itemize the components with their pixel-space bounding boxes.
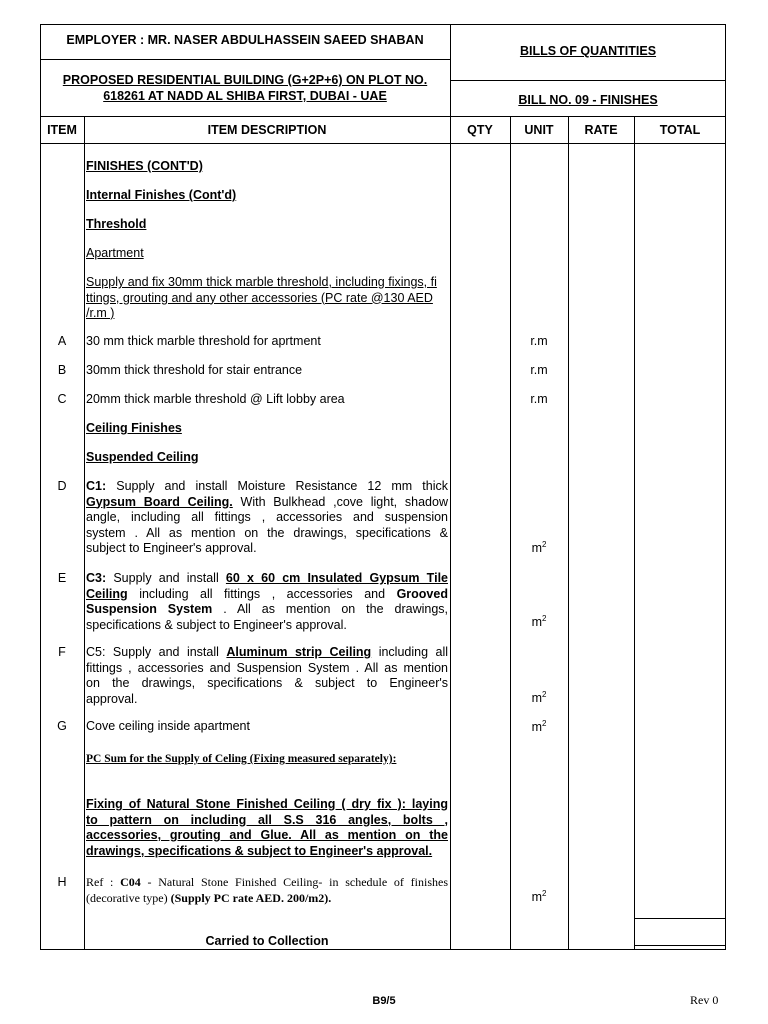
col-divider-desc (450, 116, 451, 949)
fixing-paragraph (86, 797, 448, 859)
item-unit-c: r.m (530, 392, 548, 406)
item-e-text-2: including all fittings , accessories and (139, 586, 386, 601)
item-h-line-2 (86, 891, 448, 907)
col-divider-qty (510, 116, 511, 949)
item-desc-d (86, 479, 448, 557)
item-unit-a: r.m (530, 334, 548, 348)
col-header-rate: RATE (584, 123, 618, 137)
item-e-product: 60 x 60 cm Insulated Gypsum Tile (225, 571, 448, 585)
project-line-1: PROPOSED RESIDENTIAL BUILDING (G+2P+6) ON PLOT NO. (62, 73, 428, 87)
item-label-h: H (57, 875, 67, 889)
threshold-intro-line-1: Supply and fix 30mm thick marble threshold, including fixings, fi (86, 275, 437, 289)
item-e-text-1: Supply and install (113, 571, 219, 585)
item-h-text-2: (decorative type) (86, 890, 168, 905)
item-unit-g (512, 719, 566, 734)
item-unit-g-sup: 2 (541, 719, 547, 728)
item-desc-e (86, 571, 448, 633)
item-d-line-3: angle, including all fittings , accessories and suspension (86, 510, 448, 524)
col-header-item: ITEM (47, 123, 77, 137)
item-d-text-2: With Bulkhead ,cove light, shadow (240, 494, 448, 509)
item-d-code: C1: (86, 479, 107, 493)
header-rule-bottom (40, 116, 726, 117)
item-h-text-1: - Natural Stone Finished Ceiling- in schedule of finishes (147, 875, 448, 889)
item-e-line-4: specifications & subject to Engineer's approval. (86, 617, 347, 632)
carried-to-collection: Carried to Collection (205, 934, 329, 948)
item-unit-g-base: m (531, 720, 542, 735)
header-rule-left (40, 59, 450, 60)
item-desc-f (86, 645, 448, 707)
item-f-line-4: approval. (86, 691, 138, 706)
project-line-2: 618261 AT NADD AL SHIBA FIRST, DUBAI - UAE (103, 89, 387, 103)
section-internal-finishes: Internal Finishes (Cont'd) (86, 188, 237, 202)
item-unit-d-base: m (531, 541, 542, 556)
fixing-line-2: to pattern on including all S.S 316 angles, bolts , (86, 812, 448, 827)
threshold-intro-line-3: /r.m ) (86, 306, 115, 320)
page-number: B9/5 (372, 995, 396, 1007)
section-finishes-cont: FINISHES (CONT'D) (86, 159, 203, 173)
pc-sum-heading: PC Sum for the Supply of Celing (Fixing measured separately): (86, 753, 397, 765)
section-suspended-ceiling: Suspended Ceiling (86, 450, 199, 464)
threshold-intro (86, 275, 448, 322)
item-e-grooved: Grooved (396, 586, 448, 601)
col-divider-rate (634, 116, 635, 949)
item-label-a: A (57, 334, 67, 348)
item-e-ceiling: Ceiling (86, 586, 128, 601)
item-d-text-1: Supply and install Moisture Resistance 12 mm thick (116, 479, 448, 493)
item-e-line-2 (86, 587, 448, 603)
item-d-line-5: subject to Engineer's approval. (86, 541, 257, 555)
section-ceiling-finishes: Ceiling Finishes (86, 421, 182, 435)
item-e-code: C3: (86, 571, 107, 585)
item-d-line-2 (86, 495, 448, 511)
item-f-line-1 (86, 645, 448, 661)
item-unit-f (512, 690, 566, 705)
item-unit-e-base: m (531, 615, 542, 630)
item-desc-h (86, 875, 448, 906)
item-unit-f-sup: 2 (541, 690, 547, 699)
item-h-line-1 (86, 875, 448, 891)
col-header-qty: QTY (467, 123, 493, 137)
total-box-bottom (634, 945, 726, 946)
fixing-line-3: accessories, grouting and Glue. All as mention on the (86, 828, 448, 842)
item-h-ref: Ref : (86, 875, 114, 889)
item-label-f: F (58, 645, 66, 659)
item-label-g: G (57, 719, 67, 733)
item-desc-c: 20mm thick marble threshold @ Lift lobby area (86, 392, 345, 406)
item-f-text-1: C5: Supply and install (86, 645, 219, 659)
fixing-line-1: Fixing of Natural Stone Finished Ceiling ( dry fix ): laying (86, 797, 448, 811)
item-e-suspension: Suspension System (86, 602, 213, 616)
revision: Rev 0 (690, 993, 719, 1007)
item-unit-e-sup: 2 (541, 614, 547, 623)
col-header-total: TOTAL (659, 123, 701, 137)
col-divider-item (84, 116, 85, 949)
item-desc-b: 30mm thick threshold for stair entrance (86, 363, 303, 377)
employer-name: EMPLOYER : MR. NASER ABDULHASSEIN SAEED SHABAN (66, 33, 424, 47)
item-unit-e (512, 614, 566, 629)
header-rule-right (450, 80, 726, 81)
item-label-b: B (57, 363, 67, 377)
fixing-line-4: drawings, specifications & subject to Engineer's approval. (86, 843, 433, 858)
threshold-intro-line-2: ttings, grouting and any other accessories (PC rate @130 AED (86, 290, 433, 305)
bills-title: BILLS OF QUANTITIES (519, 44, 657, 58)
bill-number: BILL NO. 09 - FINISHES (518, 93, 658, 107)
item-unit-h-base: m (531, 890, 542, 905)
item-h-code: C04 (120, 875, 141, 889)
item-f-line-3: on the drawings, specifications & subject to Engineer's (86, 676, 448, 690)
item-e-line-1 (86, 571, 448, 587)
item-f-product: Aluminum strip Ceiling (226, 645, 372, 659)
item-d-product: Gypsum Board Ceiling. (86, 494, 233, 509)
item-unit-b: r.m (530, 363, 548, 377)
item-d-line-4: system . All as mention on the drawings, specifications & (86, 525, 448, 540)
item-unit-h (512, 889, 566, 904)
item-e-line-3 (86, 602, 448, 618)
col-header-unit: UNIT (524, 123, 554, 137)
item-label-c: C (57, 392, 67, 406)
item-desc-g: Cove ceiling inside apartment (86, 719, 250, 733)
item-f-text-1b: including all (378, 645, 449, 659)
item-d-line-1 (86, 479, 448, 495)
item-unit-d (512, 540, 566, 555)
item-unit-h-sup: 2 (541, 889, 547, 898)
col-divider-unit (568, 116, 569, 949)
item-unit-f-base: m (531, 691, 542, 706)
item-h-supply-rate: (Supply PC rate AED. 200/m2). (170, 890, 332, 905)
item-desc-a: 30 mm thick marble threshold for aprtment (86, 334, 321, 348)
section-threshold: Threshold (86, 217, 147, 231)
item-label-e: E (57, 571, 67, 585)
item-label-d: D (57, 479, 67, 493)
column-header-rule (40, 143, 726, 144)
item-f-line-2: fittings , accessories and Suspension System . All as mention (86, 660, 448, 675)
section-apartment: Apartment (86, 246, 144, 260)
item-e-text-3: . All as mention on the drawings, (223, 602, 448, 616)
total-box-top (634, 918, 726, 919)
col-header-description: ITEM DESCRIPTION (207, 123, 327, 137)
item-unit-d-sup: 2 (541, 540, 547, 549)
